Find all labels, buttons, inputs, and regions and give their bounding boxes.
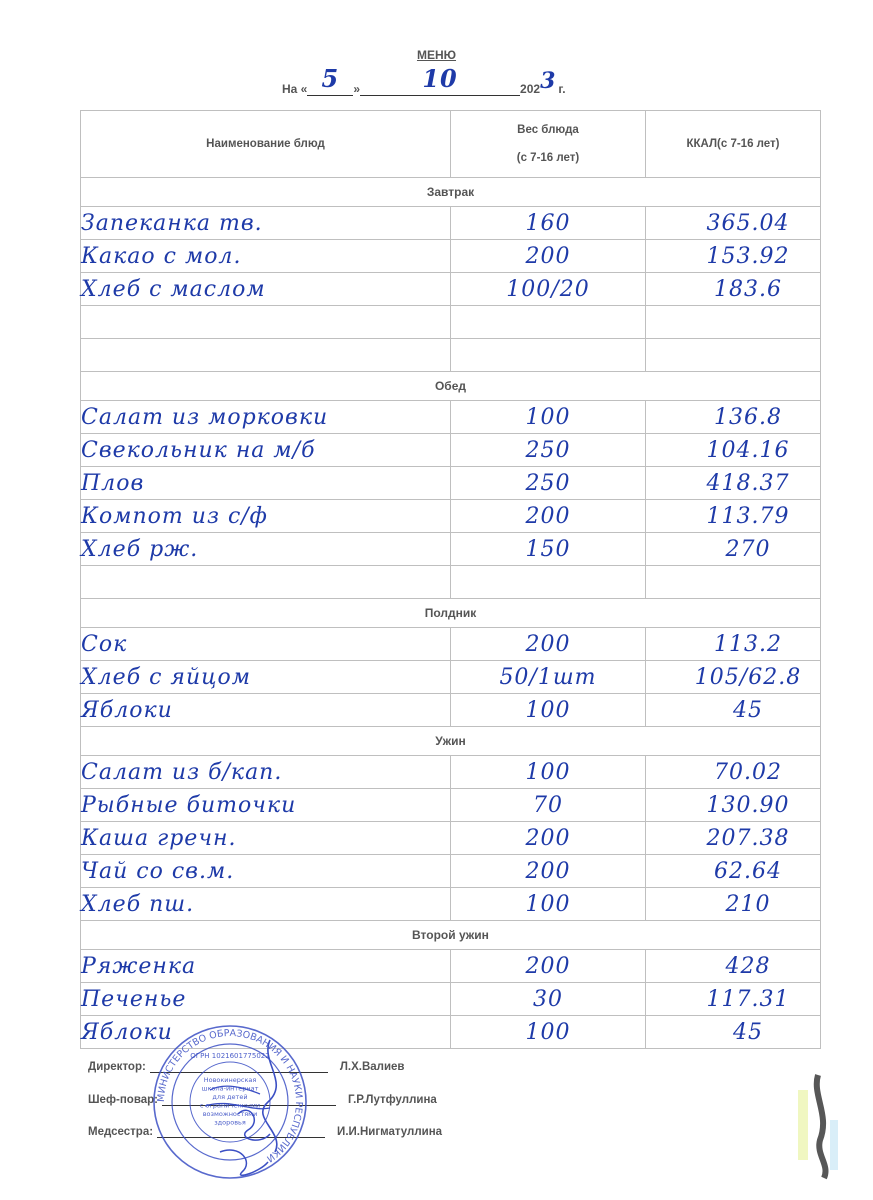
dish-kcal-cell [646, 789, 821, 822]
dish-kcal: 365.04 [706, 210, 790, 236]
dish-kcal-cell [646, 1016, 821, 1049]
dish-kcal: 428 [725, 953, 771, 979]
dish-name: Свекольник на м/б [81, 437, 316, 463]
dish-weight-cell [451, 339, 646, 372]
dish-weight: 100 [525, 697, 571, 723]
dish-name-cell [81, 434, 451, 467]
dish-weight-cell [451, 533, 646, 566]
dish-kcal-cell [646, 240, 821, 273]
dish-weight: 50/1шт [499, 664, 597, 690]
dish-kcal-cell [646, 888, 821, 921]
dish-name: Салат из морковки [81, 404, 329, 430]
dish-name-cell [81, 661, 451, 694]
section-title: Обед [81, 372, 821, 401]
dish-kcal: 210 [725, 891, 771, 917]
dish-name: Яблоки [81, 697, 173, 723]
dish-kcal-cell [646, 500, 821, 533]
dish-name: Какао с мол. [81, 243, 242, 269]
stamp-ogrn-text: ОГРН 1021601775022 [190, 1052, 270, 1060]
dish-weight-cell [451, 401, 646, 434]
section-title: Завтрак [81, 178, 821, 207]
month-blank [360, 64, 520, 96]
dish-name-cell [81, 756, 451, 789]
dish-weight: 150 [525, 536, 571, 562]
signature-person: Г.Р.Лутфуллина [347, 1094, 437, 1106]
dish-kcal: 105/62.8 [694, 664, 802, 690]
menu-body [81, 178, 821, 1049]
dish-weight-cell [451, 628, 646, 661]
section-title: Второй ужин [81, 921, 821, 950]
dish-weight: 250 [525, 470, 571, 496]
dish-name-cell [81, 500, 451, 533]
dish-weight-cell [451, 855, 646, 888]
stamp-center-line: для детей [212, 1093, 248, 1101]
dish-name: Каша гречн. [81, 825, 237, 851]
dish-name-cell [81, 401, 451, 434]
dish-weight: 200 [525, 825, 571, 851]
dish-weight-cell [451, 306, 646, 339]
dish-kcal-cell [646, 339, 821, 372]
day-handwritten: 5 [321, 64, 340, 93]
year-digit-handwritten: 3 [540, 68, 557, 94]
dish-weight: 250 [525, 437, 571, 463]
dish-name: Рыбные биточки [81, 792, 297, 818]
column-header-name-text: Наименование блюд [206, 138, 325, 150]
table-row [81, 566, 821, 599]
column-header-name [81, 111, 451, 178]
dish-kcal-cell [646, 533, 821, 566]
dish-weight-cell [451, 207, 646, 240]
document-title: МЕНЮ [416, 48, 457, 62]
dish-weight-cell [451, 822, 646, 855]
table-row [81, 822, 821, 855]
stamp-center-line: возможностями [202, 1110, 258, 1118]
dish-kcal: 130.90 [706, 792, 790, 818]
dish-kcal-cell [646, 983, 821, 1016]
dish-weight-cell [451, 566, 646, 599]
dish-kcal: 270 [725, 536, 771, 562]
table-row [81, 888, 821, 921]
dish-weight-cell [451, 1016, 646, 1049]
dish-kcal-cell [646, 950, 821, 983]
section-row [81, 599, 821, 628]
column-header-weight-text: Вес блюда [517, 124, 579, 136]
table-row [81, 339, 821, 372]
signature-role: Директор: [88, 1061, 146, 1073]
dish-name-cell [81, 822, 451, 855]
day-blank [307, 64, 353, 96]
column-header-weight [451, 111, 646, 178]
year-suffix: г. [558, 82, 566, 96]
dish-name-cell [81, 533, 451, 566]
date-prefix: На « [282, 82, 308, 96]
dish-kcal-cell [646, 467, 821, 500]
section-row [81, 178, 821, 207]
dish-kcal: 45 [733, 1019, 763, 1045]
section-title: Полдник [81, 599, 821, 628]
dish-kcal-cell [646, 628, 821, 661]
table-row [81, 950, 821, 983]
date-mid: » [353, 82, 361, 96]
dish-weight: 160 [525, 210, 571, 236]
dish-weight-cell [451, 273, 646, 306]
dish-kcal: 45 [733, 697, 763, 723]
table-row [81, 855, 821, 888]
table-row [81, 983, 821, 1016]
column-header-kcal [646, 111, 821, 178]
dish-name: Хлеб пш. [81, 891, 195, 917]
table-row [81, 434, 821, 467]
section-row [81, 372, 821, 401]
dish-name: Запеканка тв. [81, 210, 263, 236]
dish-weight-cell [451, 950, 646, 983]
dish-name: Плов [81, 470, 145, 496]
section-row [81, 921, 821, 950]
dish-name-cell [81, 950, 451, 983]
table-row [81, 207, 821, 240]
dish-weight: 100 [525, 404, 571, 430]
dish-kcal: 136.8 [714, 404, 782, 430]
dish-kcal: 418.37 [706, 470, 790, 496]
dish-weight: 200 [525, 858, 571, 884]
dish-name-cell [81, 467, 451, 500]
dish-name-cell [81, 983, 451, 1016]
column-header-kcal-text: ККАЛ(с 7-16 лет) [686, 138, 780, 150]
dish-name: Компот из с/ф [81, 503, 268, 529]
dish-weight: 200 [525, 953, 571, 979]
dish-name: Салат из б/кап. [81, 759, 283, 785]
signature-person: Л.Х.Валиев [339, 1061, 405, 1073]
signature-role: Шеф-повар: [88, 1094, 158, 1106]
dish-weight: 200 [525, 503, 571, 529]
dish-kcal-cell [646, 756, 821, 789]
column-header-weight-sub: (с 7-16 лет) [516, 152, 580, 164]
date-line [282, 64, 566, 96]
signature-role: Медсестра: [88, 1126, 154, 1138]
stamp-center-line: Новокинерская [203, 1076, 257, 1084]
dish-weight-cell [451, 661, 646, 694]
scan-artifact-icon [790, 1060, 850, 1180]
dish-name-cell [81, 240, 451, 273]
dish-kcal-cell [646, 306, 821, 339]
table-row [81, 533, 821, 566]
dish-weight-cell [451, 434, 646, 467]
dish-kcal-cell [646, 207, 821, 240]
dish-kcal-cell [646, 661, 821, 694]
dish-weight-cell [451, 500, 646, 533]
dish-name-cell [81, 273, 451, 306]
dish-kcal-cell [646, 694, 821, 727]
dish-name: Чай со св.м. [81, 858, 235, 884]
dish-weight: 100 [525, 1019, 571, 1045]
dish-weight-cell [451, 240, 646, 273]
table-row [81, 789, 821, 822]
dish-name: Хлеб с маслом [81, 276, 266, 302]
dish-name-cell [81, 855, 451, 888]
dish-name: Яблоки [81, 1019, 173, 1045]
dish-weight-cell [451, 756, 646, 789]
dish-name-cell [81, 888, 451, 921]
dish-kcal: 70.02 [714, 759, 782, 785]
dish-weight: 200 [525, 243, 571, 269]
dish-kcal-cell [646, 273, 821, 306]
dish-name-cell [81, 207, 451, 240]
table-row [81, 628, 821, 661]
stamp-center-line: с ограниченными [199, 1101, 261, 1110]
section-row [81, 727, 821, 756]
table-row [81, 694, 821, 727]
table-row [81, 500, 821, 533]
table-row [81, 240, 821, 273]
dish-weight-cell [451, 888, 646, 921]
dish-kcal: 104.16 [706, 437, 790, 463]
table-row [81, 401, 821, 434]
dish-name-cell [81, 628, 451, 661]
dish-kcal: 113.2 [714, 631, 782, 657]
year-prefix: 202 [520, 82, 541, 96]
signature-person: И.И.Нигматуллина [337, 1126, 443, 1138]
table-row [81, 661, 821, 694]
dish-name-cell [81, 339, 451, 372]
dish-name-cell [81, 566, 451, 599]
dish-name: Ряженка [81, 953, 197, 979]
dish-kcal: 113.79 [706, 503, 790, 529]
stamp-ring-text: МИНИСТЕРСТВО ОБРАЗОВАНИЯ И НАУКИ РЕСПУБЛИКИ [155, 1027, 305, 1164]
dish-weight: 30 [533, 986, 563, 1012]
dish-name-cell [81, 789, 451, 822]
dish-name-cell [81, 306, 451, 339]
dish-weight-cell [451, 789, 646, 822]
dish-kcal-cell [646, 566, 821, 599]
dish-kcal: 117.31 [706, 986, 790, 1012]
dish-kcal: 207.38 [706, 825, 790, 851]
official-stamp-icon [150, 1022, 310, 1182]
dish-kcal-cell [646, 401, 821, 434]
section-title: Ужин [81, 727, 821, 756]
dish-kcal-cell [646, 434, 821, 467]
dish-kcal: 183.6 [714, 276, 782, 302]
dish-kcal-cell [646, 822, 821, 855]
dish-weight-cell [451, 467, 646, 500]
menu-table [80, 110, 821, 1049]
dish-weight: 100/20 [506, 276, 590, 302]
dish-weight-cell [451, 983, 646, 1016]
dish-kcal: 153.92 [706, 243, 790, 269]
dish-name-cell [81, 694, 451, 727]
dish-name: Хлеб рж. [81, 536, 199, 562]
dish-kcal: 62.64 [714, 858, 782, 884]
dish-weight: 100 [525, 759, 571, 785]
dish-name: Сок [81, 631, 128, 657]
table-row [81, 306, 821, 339]
dish-weight: 200 [525, 631, 571, 657]
table-row [81, 273, 821, 306]
dish-weight-cell [451, 694, 646, 727]
table-row [81, 756, 821, 789]
dish-name: Печенье [81, 986, 187, 1012]
dish-kcal-cell [646, 855, 821, 888]
table-header-row [81, 111, 821, 178]
dish-name: Хлеб с яйцом [81, 664, 251, 690]
dish-weight: 70 [533, 792, 563, 818]
stamp-center-line: здоровья [214, 1118, 246, 1127]
stamp-center-line: школа-интернат [201, 1084, 259, 1093]
dish-weight: 100 [525, 891, 571, 917]
table-row [81, 467, 821, 500]
month-handwritten: 10 [422, 64, 458, 93]
